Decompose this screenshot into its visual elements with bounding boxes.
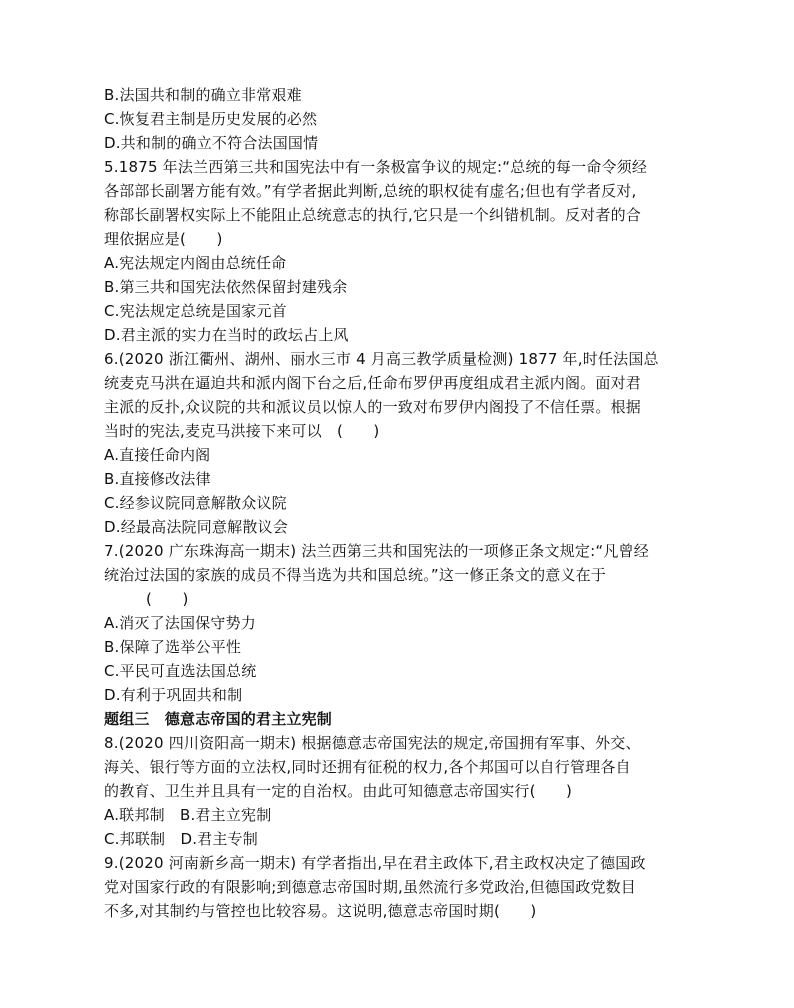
option-c-q6: C.经参议院同意解散众议院 (104, 494, 287, 512)
question-7-line-2: 统治过法国的家族的成员不得当选为共和国总统。”这一修正条文的意义在于 (104, 566, 607, 584)
option-a-q6: A.直接任命内阁 (104, 446, 211, 464)
option-a-q7: A.消灭了法国保守势力 (104, 614, 256, 632)
question-6-line-1: 6.(2020 浙江衢州、湖州、丽水三市 4 月高三教学质量检测) 1877 年,时任法国总 (104, 350, 659, 368)
question-9-line-2: 党对国家行政的有限影响;到德意志帝国时期,虽然流行多党政治,但德国政党数目 (104, 878, 636, 896)
option-c-q5: C.宪法规定总统是国家元首 (104, 302, 287, 320)
question-8-line-3: 的教育、卫生并且具有一定的自治权。由此可知德意志帝国实行( ) (104, 782, 573, 800)
option-a-q5: A.宪法规定内阁由总统任命 (104, 254, 287, 272)
option-d-q6: D.经最高法院同意解散议会 (104, 518, 288, 536)
option-c-q7: C.平民可直选法国总统 (104, 662, 257, 680)
question-8-line-2: 海关、银行等方面的立法权,同时还拥有征税的权力,各个邦国可以自行管理各自 (104, 758, 631, 776)
question-9-line-3: 不多,对其制约与管控也比较容易。这说明,德意志帝国时期( ) (104, 902, 537, 920)
section-heading-group-3: 题组三 德意志帝国的君主立宪制 (104, 710, 333, 728)
option-d-q4: D.共和制的确立不符合法国国情 (104, 134, 319, 152)
option-b-q5: B.第三共和国宪法依然保留封建残余 (104, 278, 348, 296)
option-c-q4: C.恢复君主制是历史发展的必然 (104, 110, 318, 128)
options-cd-q8: C.邦联制 D.君主专制 (104, 830, 258, 848)
option-b-q4: B.法国共和制的确立非常艰难 (104, 86, 302, 104)
question-8-line-1: 8.(2020 四川资阳高一期末) 根据德意志帝国宪法的规定,帝国拥有军事、外交、 (104, 734, 641, 752)
option-b-q7: B.保障了选举公平性 (104, 638, 242, 656)
option-b-q6: B.直接修改法律 (104, 470, 211, 488)
option-d-q7: D.有利于巩固共和制 (104, 686, 243, 704)
question-6-line-4: 当时的宪法,麦克马洪接下来可以 ( ) (104, 422, 380, 440)
option-d-q5: D.君主派的实力在当时的政坛占上风 (104, 326, 349, 344)
question-5-line-4: 理依据应是( ) (104, 230, 223, 248)
question-5-line-3: 称部长副署权实际上不能阻止总统意志的执行,它只是一个纠错机制。反对者的合 (104, 206, 641, 224)
question-7-line-3: ( ) (146, 590, 189, 608)
question-5-line-2: 各部部长副署方能有效。”有学者据此判断,总统的职权徒有虚名;但也有学者反对, (104, 182, 637, 200)
question-6-line-2: 统麦克马洪在逼迫共和派内阁下台之后,任命布罗伊再度组成君主派内阁。面对君 (104, 374, 641, 392)
question-9-line-1: 9.(2020 河南新乡高一期末) 有学者指出,早在君主政体下,君主政权决定了德国政 (104, 854, 646, 872)
options-ab-q8: A.联邦制 B.君主立宪制 (104, 806, 272, 824)
question-6-line-3: 主派的反扑,众议院的共和派议员以惊人的一致对布罗伊内阁投了不信任票。根据 (104, 398, 641, 416)
question-7-line-1: 7.(2020 广东珠海高一期末) 法兰西第三共和国宪法的一项修正条文规定:“凡曾经 (104, 542, 649, 560)
question-5-line-1: 5.1875 年法兰西第三共和国宪法中有一条极富争议的规定:“总统的每一命令须经 (104, 158, 648, 176)
